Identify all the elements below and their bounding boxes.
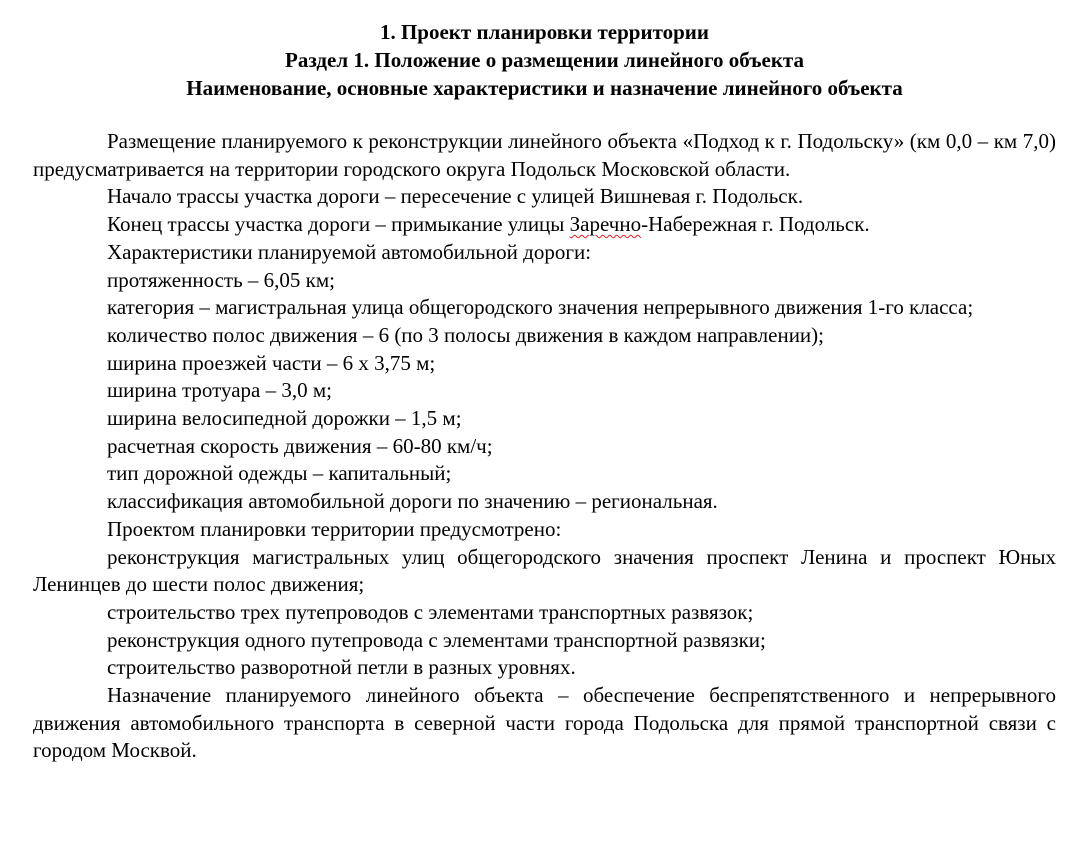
text: -Набережная г. Подольск. bbox=[641, 212, 870, 237]
document-body bbox=[33, 128, 1056, 765]
paragraph-route-start: Начало трассы участка дороги – пересечение с улицей Вишневая г. Подольск. bbox=[107, 184, 804, 209]
list-item: реконструкция магистральных улиц общегородского значения проспект Ленина и проспект Юных Ленинцев до шести полос движения; bbox=[33, 544, 1056, 597]
list-item: количество полос движения – 6 (по 3 полосы движения в каждом направлении); bbox=[107, 322, 824, 347]
spellcheck-flagged-word[interactable]: Заречно bbox=[569, 212, 642, 237]
list-item: тип дорожной одежды – капитальный; bbox=[107, 461, 452, 486]
list-item: классификация автомобильной дороги по значению – региональная. bbox=[107, 489, 718, 514]
section-title: 1. Проект планировки территории bbox=[379, 20, 710, 44]
document-heading bbox=[33, 18, 1056, 102]
list-item: строительство трех путепроводов с элементами транспортных развязок; bbox=[107, 599, 754, 624]
list-item: реконструкция одного путепровода с элементами транспортной развязки; bbox=[107, 627, 766, 652]
list-item: ширина проезжей части – 6 х 3,75 м; bbox=[107, 350, 436, 375]
paragraph-route-end bbox=[33, 211, 1056, 239]
list-item: Характеристики планируемой автомобильной дороги: bbox=[107, 239, 592, 264]
list-item: ширина велосипедной дорожки – 1,5 м; bbox=[107, 406, 462, 431]
topic-title: Наименование, основные характеристики и назначение линейного объекта bbox=[186, 76, 903, 100]
paragraph-location: Размещение планируемого к реконструкции линейного объекта «Подход к г. Подольску» (км 0,0 – км 7,0) предусматривается на территории городского округа Подольск Московской области. bbox=[33, 129, 1056, 181]
list-item: ширина тротуара – 3,0 м; bbox=[107, 378, 333, 403]
list-item: Проектом планировки территории предусмотрено: bbox=[107, 516, 562, 541]
paragraph-purpose: Назначение планируемого линейного объекта – обеспечение беспрепятственного и непрерывного движения автомобильного транспорта в северной части города Подольска для прямой транспортной связи с городом Москвой. bbox=[33, 683, 1056, 763]
text: Конец трассы участка дороги – примыкание улицы bbox=[107, 212, 570, 237]
list-item: протяженность – 6,05 км; bbox=[107, 267, 335, 292]
list-item: категория – магистральная улица общегородского значения непрерывного движения 1-го класса; bbox=[107, 295, 974, 320]
document-page bbox=[33, 18, 1056, 765]
list-item: строительство разворотной петли в разных уровнях. bbox=[107, 655, 576, 680]
subsection-title: Раздел 1. Положение о размещении линейного объекта bbox=[285, 48, 804, 72]
list-item: расчетная скорость движения – 60-80 км/ч; bbox=[107, 433, 493, 458]
